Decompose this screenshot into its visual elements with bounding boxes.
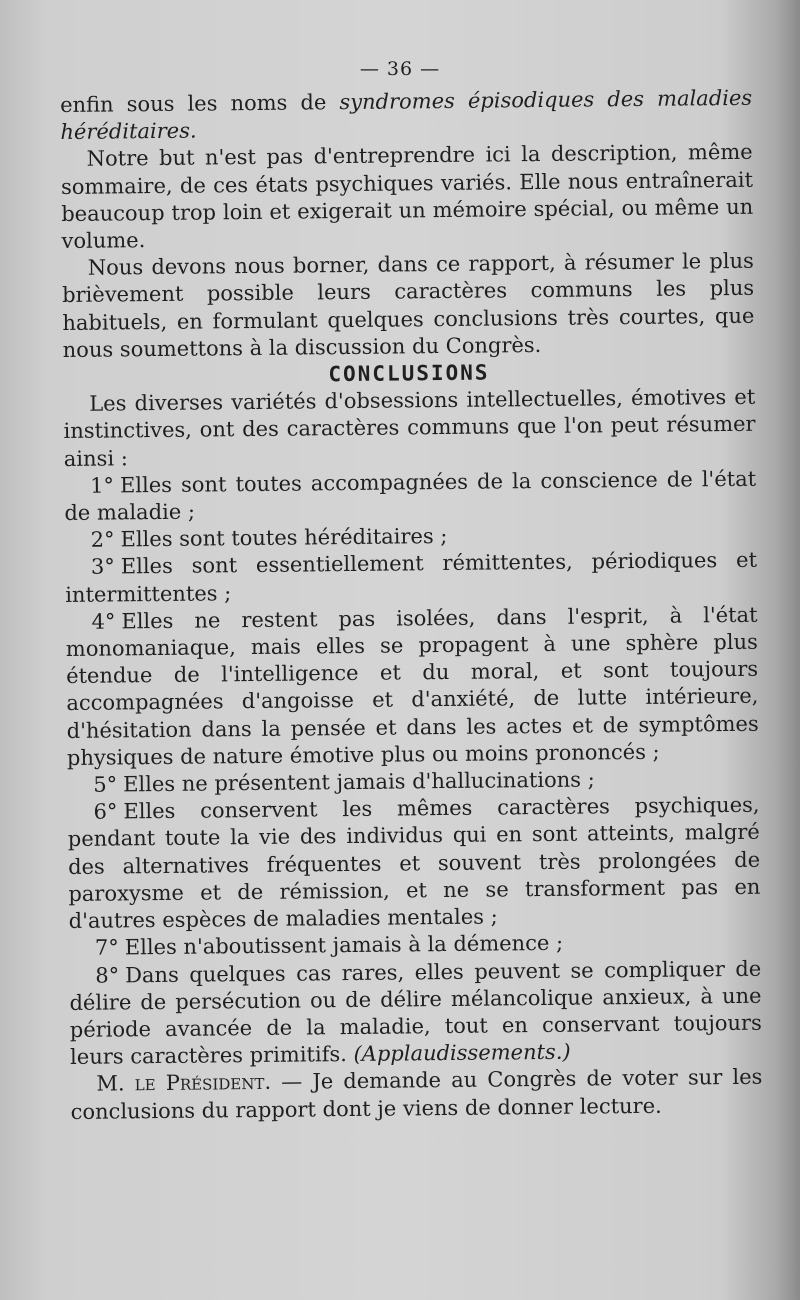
conclusion-number: 5°	[93, 772, 118, 797]
conclusion-number: 8°	[95, 962, 120, 988]
conclusion-text: Elles n'aboutissent jamais à la démence ;	[124, 931, 564, 960]
conclusions-lead: Les diverses variétés d'obsessions intellectuelles, émotives et instinctives, ont des caractères communs que l'on peut résumer ainsi :	[63, 384, 756, 471]
intro-paragraph-1-italic: syndromes épisodiques des maladies héréditaires.	[60, 85, 753, 145]
section-heading: CONCLUSIONS	[328, 360, 490, 387]
conclusion-item	[67, 792, 760, 935]
conclusion-text: Elles ne présentent jamais d'hallucinations ;	[123, 767, 595, 797]
applause-note: (Applaudissements.)	[353, 1039, 571, 1067]
page-number: — 36 —	[359, 58, 441, 80]
page-body	[60, 85, 763, 1126]
conclusion-item	[65, 547, 758, 609]
conclusion-number: 4°	[91, 609, 116, 634]
intro-paragraph-1-text: enfin sous les noms de	[60, 90, 340, 117]
conclusion-number: 2°	[90, 527, 115, 552]
closing-text: — Je demande au Congrès de voter sur les conclusions du rapport dont je viens de donner lecture.	[70, 1065, 763, 1124]
speaker-label: M. le Président.	[96, 1070, 272, 1096]
conclusion-item	[69, 955, 762, 1071]
conclusion-number: 7°	[94, 935, 119, 960]
conclusion-text: Dans quelques cas rares, elles peuvent se compliquer de délire de persécution ou de délire mélancolique anxieux, à une période avancée de la maladie, tout en conservant toujours leurs caractères primitifs.	[69, 956, 762, 1070]
conclusion-item	[65, 602, 759, 772]
conclusion-text: Elles sont toutes héréditaires ;	[120, 524, 448, 552]
conclusion-number: 3°	[90, 554, 115, 580]
conclusion-text: Elles sont essentiellement rémittentes, périodiques et intermittentes ;	[65, 548, 758, 607]
conclusion-text: Elles sont toutes accompagnées de la conscience de l'état de maladie ;	[64, 466, 757, 526]
closing-paragraph	[70, 1064, 763, 1126]
conclusion-text: Elles conservent les mêmes caractères psychiques, pendant toute la vie des individus qui en sont atteints, malgré des alternatives fréquentes et souvent très prolongées de paroxysme et de rémission, et ne se transforment pas en d'autres espèces de maladies mentales ;	[67, 792, 761, 934]
conclusion-text: Elles ne restent pas isolées, dans l'esprit, à l'état monomaniaque, mais elles se propagent à une sphère plus étendue de l'intelligence et du moral, et sont toujours accompagnées d'angoisse et d'anxiété, de lutte intérieure, d'hésitation dans la pensée et dans les actes et de symptômes physiques de nature émotive plus ou moins prononcés ;	[65, 602, 759, 770]
conclusion-number: 6°	[93, 799, 118, 824]
intro-paragraph-1	[60, 85, 753, 147]
conclusion-number: 1°	[89, 473, 115, 498]
intro-paragraph-3: Nous devons nous borner, dans ce rapport, à résumer le plus brièvement possible leurs caractères communs les plus habituels, en formulant quelques conclusions très courtes, que nous soumettons à la discussion du Congrès.	[62, 248, 755, 362]
conclusions-list	[64, 466, 762, 1072]
intro-paragraph-2: Notre but n'est pas d'entreprendre ici la description, même sommaire, de ces états psychiques variés. Elle nous entraînerait beaucoup trop loin et exigerait un mémoire spécial, ou même un volume.	[60, 140, 754, 254]
conclusion-item	[64, 466, 757, 528]
